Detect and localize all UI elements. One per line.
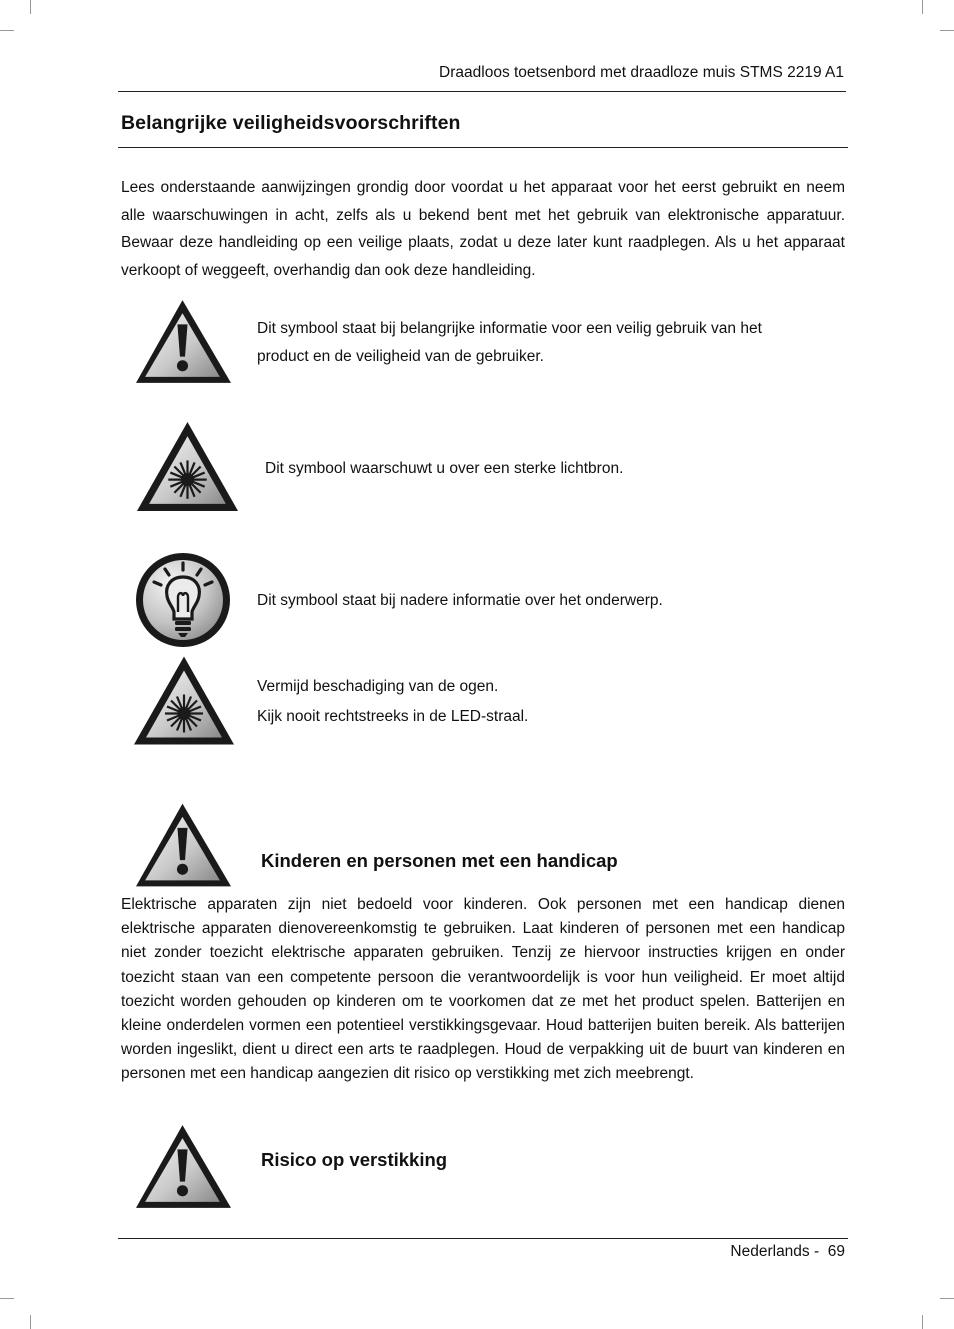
warning-exclamation-icon: [136, 1125, 231, 1208]
footer-rule: [118, 1238, 848, 1239]
warning-exclamation-icon: [136, 803, 231, 887]
crop-mark: [0, 30, 14, 31]
eyes-warning-line-2: Kijk nooit rechtstreeks in de LED-straal.: [257, 708, 529, 725]
crop-mark: [922, 0, 923, 14]
crop-mark: [30, 0, 31, 14]
page-header: Draadloos toetsenbord met draadloze muis STMS 2219 A1: [439, 64, 844, 81]
crop-mark: [0, 1298, 14, 1299]
eyes-warning-line-1: Vermijd beschadiging van de ogen.: [257, 678, 499, 695]
warning-symbol-text: Dit symbool staat bij belangrijke informatie voor een veilig gebruik van het product en de veiligheid van de gebruiker.: [257, 320, 762, 365]
children-heading: Kinderen en personen met een handicap: [261, 850, 618, 871]
crop-mark: [940, 1298, 954, 1299]
light-source-warning-icon: [134, 656, 234, 745]
info-symbol-text: Dit symbool staat bij nadere informatie over het onderwerp.: [257, 592, 663, 609]
section-title: Belangrijke veiligheidsvoorschriften: [121, 112, 461, 134]
header-rule: [118, 91, 846, 92]
page-footer: Nederlands - 69: [730, 1243, 845, 1260]
crop-mark: [922, 1315, 923, 1329]
lightbulb-info-icon: [135, 551, 231, 649]
crop-mark: [30, 1315, 31, 1329]
title-rule: [118, 147, 848, 148]
intro-paragraph: Lees onderstaande aanwijzingen grondig door voordat u het apparaat voor het eerst gebruikt en neem alle waarschuwingen in acht, zelfs als u bekend bent met het gebruik van elektronische apparatuur. Bewaar deze handleiding op een veilige plaats, zodat u deze later kunt raadplegen. Als u het apparaat verkoopt of weggeeft, overhandig dan ook deze handleiding.: [121, 179, 845, 280]
light-source-warning-icon: [137, 422, 238, 511]
choking-heading: Risico op verstikking: [261, 1149, 448, 1170]
light-symbol-text: Dit symbool waarschuwt u over een sterke lichtbron.: [265, 460, 624, 477]
crop-mark: [940, 30, 954, 31]
children-paragraph: Elektrische apparaten zijn niet bedoeld voor kinderen. Ook personen met een handicap dienen elektrische apparaten dienovereenkomstig te gebruiken. Laat kinderen of personen met een handicap niet zonder toezicht elektrische apparaten gebruiken. Tenzij ze hiervoor instructies krijgen en onder toezicht staan van een competente persoon die verantwoordelijk is voor hun veiligheid. Er moet altijd toezicht worden gehouden op kinderen om te voorkomen dat ze met het product spelen. Batterijen en kleine onderdelen vormen een potentieel verstikkingsgevaar. Houd batterijen buiten bereik. Als batterijen worden ingeslikt, dient u direct een arts te raadplegen. Houd de verpakking uit de buurt van kinderen en personen met een handicap aangezien dit risico op verstikking met zich meebrengt.: [121, 896, 845, 1083]
warning-exclamation-icon: [136, 300, 231, 383]
